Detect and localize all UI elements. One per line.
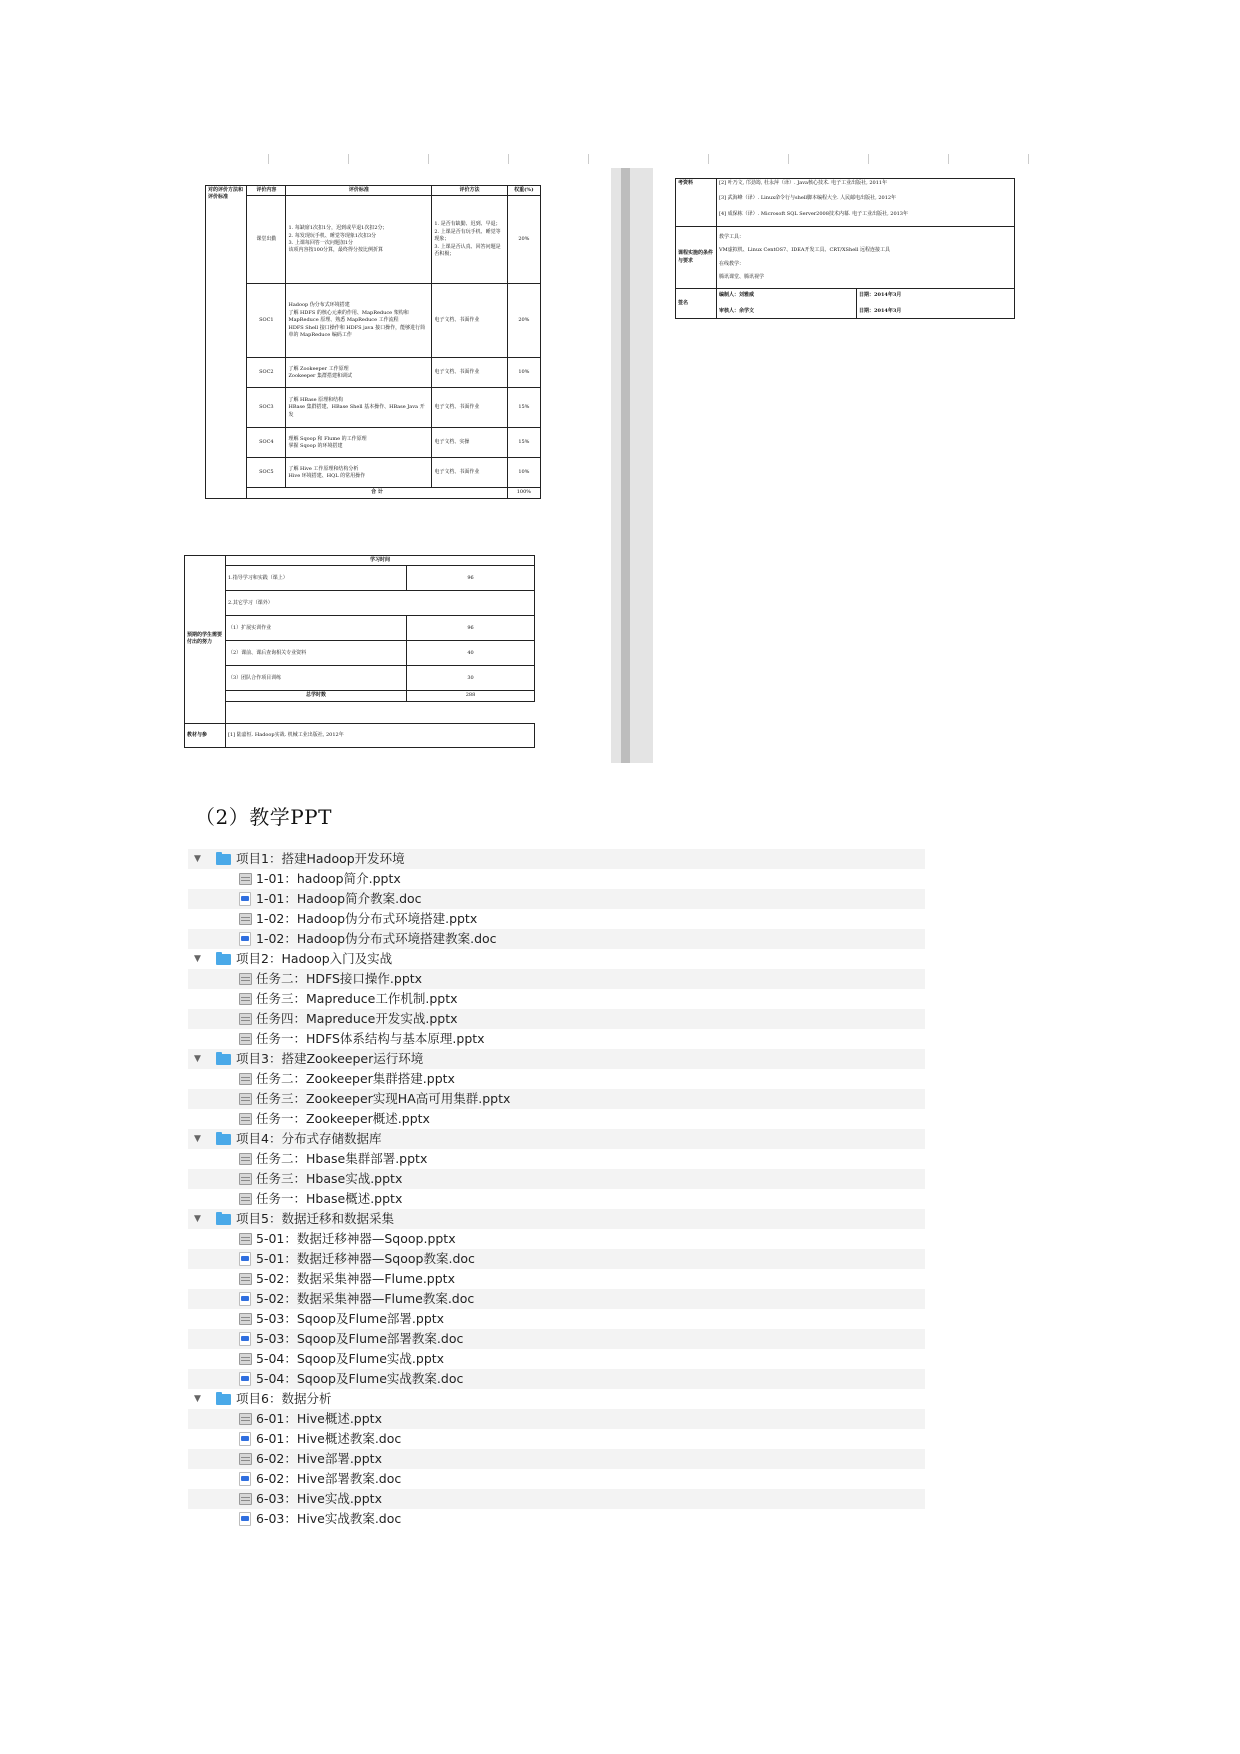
folder-row[interactable]: [188, 1389, 925, 1409]
eval-row-weight: 20%: [507, 284, 540, 358]
file-row[interactable]: [188, 1029, 925, 1049]
eval-row-weight: 20%: [507, 196, 540, 284]
file-label: 任务三：Hbase实战.pptx: [256, 1171, 403, 1186]
file-label: 1-02：Hadoop伪分布式环境搭建.pptx: [256, 911, 478, 926]
reviewer: 审核人：余学文: [719, 307, 755, 314]
file-row[interactable]: [188, 1309, 925, 1329]
study-row-value: 96: [407, 616, 535, 641]
file-label: 任务二：Zookeeper集群搭建.pptx: [256, 1071, 455, 1086]
file-label: 6-01：Hive概述.pptx: [256, 1411, 382, 1426]
folder-label: 项目1：搭建Hadoop开发环境: [236, 851, 405, 866]
pptx-file-icon: [239, 1073, 252, 1085]
file-row[interactable]: [188, 1189, 925, 1209]
eval-total-label: 合 计: [247, 488, 508, 498]
disclosure-triangle-icon[interactable]: ▼: [194, 1054, 201, 1064]
file-row[interactable]: [188, 1509, 925, 1529]
textbook-text: [1] 陆嘉恒. Hadoop实战. 机械工业出版社, 2012年: [226, 723, 535, 747]
study-total-value: 288: [407, 691, 535, 701]
file-row[interactable]: [188, 1169, 925, 1189]
file-label: 任务三：Zookeeper实现HA高可用集群.pptx: [256, 1091, 511, 1106]
file-row[interactable]: [188, 1249, 925, 1269]
folder-icon: [216, 1134, 231, 1145]
cond-label: 课程实施的条件与要求: [676, 227, 717, 289]
file-label: 6-01：Hive概述教案.doc: [256, 1431, 402, 1446]
file-row[interactable]: [188, 889, 925, 909]
ref-item: [3] 武海峰（译）. Linux命令行与shell脚本编程大全. 人民邮电出版社, 2012年: [719, 195, 897, 202]
eval-row-standard: 了解 Zookeeper 工作原理 Zookeeper 集群搭建和调试: [286, 358, 432, 388]
folder-row[interactable]: [188, 949, 925, 969]
folder-icon: [216, 854, 231, 865]
pptx-file-icon: [239, 1173, 252, 1185]
study-table: [184, 555, 535, 748]
textbook-label: 教材与参: [185, 723, 226, 747]
eval-row-method: 电子文档、书面作业: [432, 388, 507, 428]
file-label: 1-01：hadoop简介.pptx: [256, 871, 401, 886]
right-page: [653, 168, 1059, 763]
left-page: [188, 168, 611, 763]
section-heading: （2）教学PPT: [195, 805, 332, 829]
editor-date: 日期：2014年3月: [859, 292, 902, 299]
folder-icon: [216, 1214, 231, 1225]
eval-row-weight: 10%: [507, 358, 540, 388]
reviewer-date: 日期：2014年3月: [859, 307, 902, 314]
study-row-value: 40: [407, 641, 535, 666]
folder-row[interactable]: [188, 1129, 925, 1149]
folder-icon: [216, 1054, 231, 1065]
eval-total-weight: 100%: [507, 488, 540, 498]
document-screenshot: [188, 150, 1059, 763]
eval-row-standard: 理解 Sqoop 和 Flume 的工作原理 掌握 Sqoop 的环境搭建: [286, 428, 432, 458]
cond-text: VM虚拟机、Linux CentOS7、IDEA开发工具、CRT/XShell 远程连接工具: [719, 247, 890, 254]
ref-item: [2] 叶乃文, 邝劲筠, 杜永萍（译）. Java核心技术. 电子工业出版社, 2011年: [719, 180, 888, 186]
file-row[interactable]: [188, 1289, 925, 1309]
eval-row-method: 电子文档、书面作业: [432, 458, 507, 488]
file-row[interactable]: [188, 929, 925, 949]
file-row[interactable]: [188, 1469, 925, 1489]
doc-file-icon: [239, 892, 251, 906]
eval-label: 对的评价方法和评价标准: [206, 186, 247, 499]
disclosure-triangle-icon[interactable]: ▼: [194, 854, 201, 864]
eval-row-weight: 15%: [507, 388, 540, 428]
file-label: 5-02：数据采集神器—Flume教案.doc: [256, 1291, 475, 1306]
folder-row[interactable]: [188, 849, 925, 869]
eval-row-content: SOC5: [247, 458, 286, 488]
file-label: 5-04：Sqoop及Flume实战.pptx: [256, 1351, 445, 1366]
pptx-file-icon: [239, 1233, 252, 1245]
eval-header-content: 评价内容: [247, 186, 286, 196]
file-row[interactable]: [188, 909, 925, 929]
eval-row-content: SOC1: [247, 284, 286, 358]
pptx-file-icon: [239, 1313, 252, 1325]
pptx-file-icon: [239, 1353, 252, 1365]
pptx-file-icon: [239, 1033, 252, 1045]
eval-row-method: 电子文档、书面作业: [432, 284, 507, 358]
file-row[interactable]: [188, 1449, 925, 1469]
folder-row[interactable]: [188, 1209, 925, 1229]
file-label: 任务四：Mapreduce开发实战.pptx: [256, 1011, 458, 1026]
study-row-item: （3）团队合作项目训练: [226, 666, 407, 691]
ref-table: [675, 178, 1015, 319]
eval-table: [205, 185, 541, 499]
file-label: 5-04：Sqoop及Flume实战教案.doc: [256, 1371, 464, 1386]
file-label: 5-03：Sqoop及Flume部署教案.doc: [256, 1331, 464, 1346]
file-label: 6-03：Hive实战.pptx: [256, 1491, 382, 1506]
file-label: 5-02：数据采集神器—Flume.pptx: [256, 1271, 455, 1286]
file-row[interactable]: [188, 1329, 925, 1349]
eval-row-method: 电子文档、实操: [432, 428, 507, 458]
eval-row-weight: 10%: [507, 458, 540, 488]
pptx-file-icon: [239, 993, 252, 1005]
eval-header-weight: 权重(%): [507, 186, 540, 196]
pptx-file-icon: [239, 873, 252, 885]
doc-file-icon: [239, 1332, 251, 1346]
eval-row-content: 课堂出勤: [247, 196, 286, 284]
file-row[interactable]: [188, 1269, 925, 1289]
file-label: 任务一：Zookeeper概述.pptx: [256, 1111, 430, 1126]
eval-row-standard: 了解 Hive 工作原理和结构分析 Hive 环境搭建、HQL 的常用操作: [286, 458, 432, 488]
study-row-item: （1）扩展实训作业: [226, 616, 407, 641]
study-row-value: 30: [407, 666, 535, 691]
eval-row-content: SOC4: [247, 428, 286, 458]
disclosure-triangle-icon[interactable]: ▼: [194, 1394, 201, 1404]
disclosure-triangle-icon[interactable]: ▼: [194, 954, 201, 964]
folder-icon: [216, 1394, 231, 1405]
folder-row[interactable]: [188, 1049, 925, 1069]
page-gutter: [611, 168, 653, 763]
file-label: 任务三：Mapreduce工作机制.pptx: [256, 991, 458, 1006]
cond-title: 教学工具：: [719, 233, 745, 240]
folder-label: 项目6：数据分析: [236, 1391, 332, 1406]
study-row-value: 96: [407, 566, 535, 591]
study-row-item: 2.其它学习（课外）: [226, 591, 535, 616]
folder-label: 项目2：Hadoop入门及实战: [236, 951, 393, 966]
cond-title: 在线教学：: [719, 260, 745, 267]
eval-header-standard: 评价标准: [286, 186, 432, 196]
eval-row-content: SOC3: [247, 388, 286, 428]
doc-file-icon: [239, 1372, 251, 1386]
eval-row-content: SOC2: [247, 358, 286, 388]
eval-row-standard: 了解 HBase 原理和结构 HBase 集群搭建、HBase Shell 基本操作、HBase Java 开发: [286, 388, 432, 428]
doc-file-icon: [239, 1512, 251, 1526]
pptx-file-icon: [239, 1273, 252, 1285]
ruler: [188, 150, 1059, 169]
study-row-item: 1.指导学习和实践（课上）: [226, 566, 407, 591]
file-row[interactable]: [188, 1009, 925, 1029]
pptx-file-icon: [239, 1453, 252, 1465]
file-label: 1-02：Hadoop伪分布式环境搭建教案.doc: [256, 931, 497, 946]
disclosure-triangle-icon[interactable]: ▼: [194, 1214, 201, 1224]
doc-file-icon: [239, 1432, 251, 1446]
doc-file-icon: [239, 1292, 251, 1306]
file-label: 6-02：Hive部署.pptx: [256, 1451, 382, 1466]
file-label: 任务二：HDFS接口操作.pptx: [256, 971, 423, 986]
file-tree: [188, 849, 925, 1529]
file-row[interactable]: [188, 1369, 925, 1389]
pptx-file-icon: [239, 1413, 252, 1425]
file-label: 任务一：HDFS体系结构与基本原理.pptx: [256, 1031, 485, 1046]
file-label: 1-01：Hadoop简介教案.doc: [256, 891, 422, 906]
file-label: 5-01：数据迁移神器—Sqoop.pptx: [256, 1231, 456, 1246]
cond-text: 腾讯课堂、腾讯视学: [719, 273, 765, 280]
eval-row-method: 1. 是否有缺勤、迟到、早退； 2. 上课是否有玩手机、睡觉等现象； 3. 上课是否认真、回答问题是否积极；: [432, 196, 507, 284]
file-label: 6-02：Hive部署教案.doc: [256, 1471, 402, 1486]
file-row[interactable]: [188, 1089, 925, 1109]
file-row[interactable]: [188, 1409, 925, 1429]
eval-row-weight: 15%: [507, 428, 540, 458]
file-row[interactable]: [188, 1109, 925, 1129]
file-row[interactable]: [188, 1069, 925, 1089]
eval-row-method: 电子文档、书面作业: [432, 358, 507, 388]
folder-label: 项目5：数据迁移和数据采集: [236, 1211, 394, 1226]
file-label: 任务一：Hbase概述.pptx: [256, 1191, 403, 1206]
pptx-file-icon: [239, 1153, 252, 1165]
file-row[interactable]: [188, 969, 925, 989]
study-total-label: 总学时数: [226, 691, 407, 701]
pptx-file-icon: [239, 1093, 252, 1105]
file-row[interactable]: [188, 869, 925, 889]
study-row-item: （2）课前、课后查询相关专业资料: [226, 641, 407, 666]
file-row[interactable]: [188, 1429, 925, 1449]
file-row[interactable]: [188, 1229, 925, 1249]
pptx-file-icon: [239, 1013, 252, 1025]
folder-icon: [216, 954, 231, 965]
file-row[interactable]: [188, 1349, 925, 1369]
file-label: 5-03：Sqoop及Flume部署.pptx: [256, 1311, 445, 1326]
pptx-file-icon: [239, 973, 252, 985]
editor: 编制人：刘雅威: [719, 292, 755, 299]
sign-label: 签名: [676, 289, 717, 319]
doc-file-icon: [239, 1472, 251, 1486]
folder-label: 项目4：分布式存储数据库: [236, 1131, 382, 1146]
doc-file-icon: [239, 1252, 251, 1266]
pptx-file-icon: [239, 1113, 252, 1125]
study-label: 预期的学生需要付出的努力: [185, 556, 226, 724]
doc-file-icon: [239, 932, 251, 946]
folder-label: 项目3：搭建Zookeeper运行环境: [236, 1051, 424, 1066]
file-row[interactable]: [188, 1149, 925, 1169]
eval-row-standard: 1. 每缺席1次扣1分，迟到或早退1次扣2分； 2. 每发现玩手机、睡觉等现象1次扣3分 3. 上课每回答一次问题加1分 该项内容按100分算，最终得分按比例折算: [286, 196, 432, 284]
file-label: 5-01：数据迁移神器—Sqoop教案.doc: [256, 1251, 475, 1266]
study-header: 学习时间: [226, 556, 535, 566]
file-row[interactable]: [188, 1489, 925, 1509]
file-label: 任务二：Hbase集群部署.pptx: [256, 1151, 428, 1166]
file-row[interactable]: [188, 989, 925, 1009]
eval-header-method: 评价方法: [432, 186, 507, 196]
ref-item: [4] 成保栋（译）. Microsoft SQL Server2008技术内幕. 电子工业出版社, 2013年: [719, 210, 908, 217]
disclosure-triangle-icon[interactable]: ▼: [194, 1134, 201, 1144]
pptx-file-icon: [239, 1193, 252, 1205]
pptx-file-icon: [239, 1493, 252, 1505]
pptx-file-icon: [239, 913, 252, 925]
file-label: 6-03：Hive实战教案.doc: [256, 1511, 402, 1526]
refs-label: 考资料: [676, 179, 717, 227]
eval-row-standard: Hadoop 伪分布式环境搭建 了解 HDFS 的核心元素的作用、MapReduce 架构和 MapReduce 原理、熟悉 MapReduce 工作流程 HDFS Shell 接口操作和 HDFS java 接口操作，能够进行简单的 MapReduce 编码工作: [286, 284, 432, 358]
